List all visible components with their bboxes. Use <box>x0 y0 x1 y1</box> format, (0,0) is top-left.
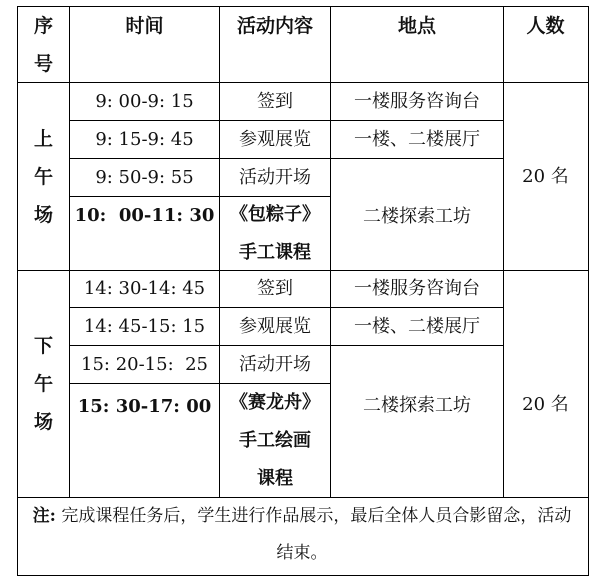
morning-content-3: 活动开场 <box>239 166 311 188</box>
afternoon-label-char: 午 <box>33 373 53 395</box>
afternoon-session-label <box>18 271 69 497</box>
morning-content-1: 签到 <box>257 90 293 112</box>
footnote-label: 注: <box>32 506 56 526</box>
morning-people: 20 名 <box>522 165 569 187</box>
morning-label-char: 午 <box>33 165 53 188</box>
afternoon-time-4: 15: 30-17: 00 <box>77 395 212 417</box>
afternoon-content-4-line3: 课程 <box>257 467 293 489</box>
header-content: 活动内容 <box>236 15 313 37</box>
morning-label-char: 场 <box>33 203 53 226</box>
afternoon-content-4-line1: 《赛龙舟》 <box>230 391 320 413</box>
morning-place-1: 一楼服务咨询台 <box>354 90 480 112</box>
afternoon-content-3: 活动开场 <box>239 353 311 375</box>
morning-time-2: 9: 15-9: 45 <box>95 128 194 150</box>
morning-place-shared: 二楼探索工坊 <box>363 205 471 227</box>
footnote-text: 完成课程任务后，学生进行作品展示，最后全体人员合影留念，活动结束。 <box>55 506 572 563</box>
header-seq-line2: 号 <box>33 52 53 75</box>
afternoon-time-1: 14: 30-14: 45 <box>83 278 206 299</box>
afternoon-place-shared: 二楼探索工坊 <box>363 395 471 416</box>
header-seq-line1: 序 <box>33 14 53 37</box>
morning-time-4: 10: 00-11: 30 <box>74 204 215 226</box>
afternoon-place-2: 一楼、二楼展厅 <box>354 315 480 337</box>
header-seq <box>18 7 69 82</box>
morning-content-4-line2: 手工课程 <box>239 241 311 263</box>
afternoon-time-2: 14: 45-15: 15 <box>83 315 206 337</box>
header-place: 地点 <box>397 15 436 37</box>
afternoon-label-char: 下 <box>33 335 53 357</box>
morning-time-1: 9: 00-9: 15 <box>95 90 194 112</box>
morning-label-char: 上 <box>33 127 53 150</box>
afternoon-content-2: 参观展览 <box>239 315 311 337</box>
afternoon-people: 20 名 <box>522 394 569 415</box>
header-time: 时间 <box>125 15 164 37</box>
afternoon-time-3: 15: 20-15: 25 <box>81 353 208 375</box>
morning-session-label <box>18 83 69 270</box>
header-people: 人数 <box>526 15 565 37</box>
morning-content-4 <box>220 197 330 270</box>
morning-content-2: 参观展览 <box>239 128 311 150</box>
footnote <box>18 498 586 573</box>
afternoon-content-4-line2: 手工绘画 <box>239 429 311 451</box>
morning-place-2: 一楼、二楼展厅 <box>354 128 480 150</box>
afternoon-place-1: 一楼服务咨询台 <box>354 278 480 299</box>
afternoon-label-char: 场 <box>33 411 53 433</box>
afternoon-content-4 <box>220 384 330 497</box>
afternoon-content-1: 签到 <box>257 278 293 299</box>
morning-content-4-line1: 《包粽子》 <box>230 203 320 225</box>
morning-time-3: 9: 50-9: 55 <box>95 166 194 188</box>
